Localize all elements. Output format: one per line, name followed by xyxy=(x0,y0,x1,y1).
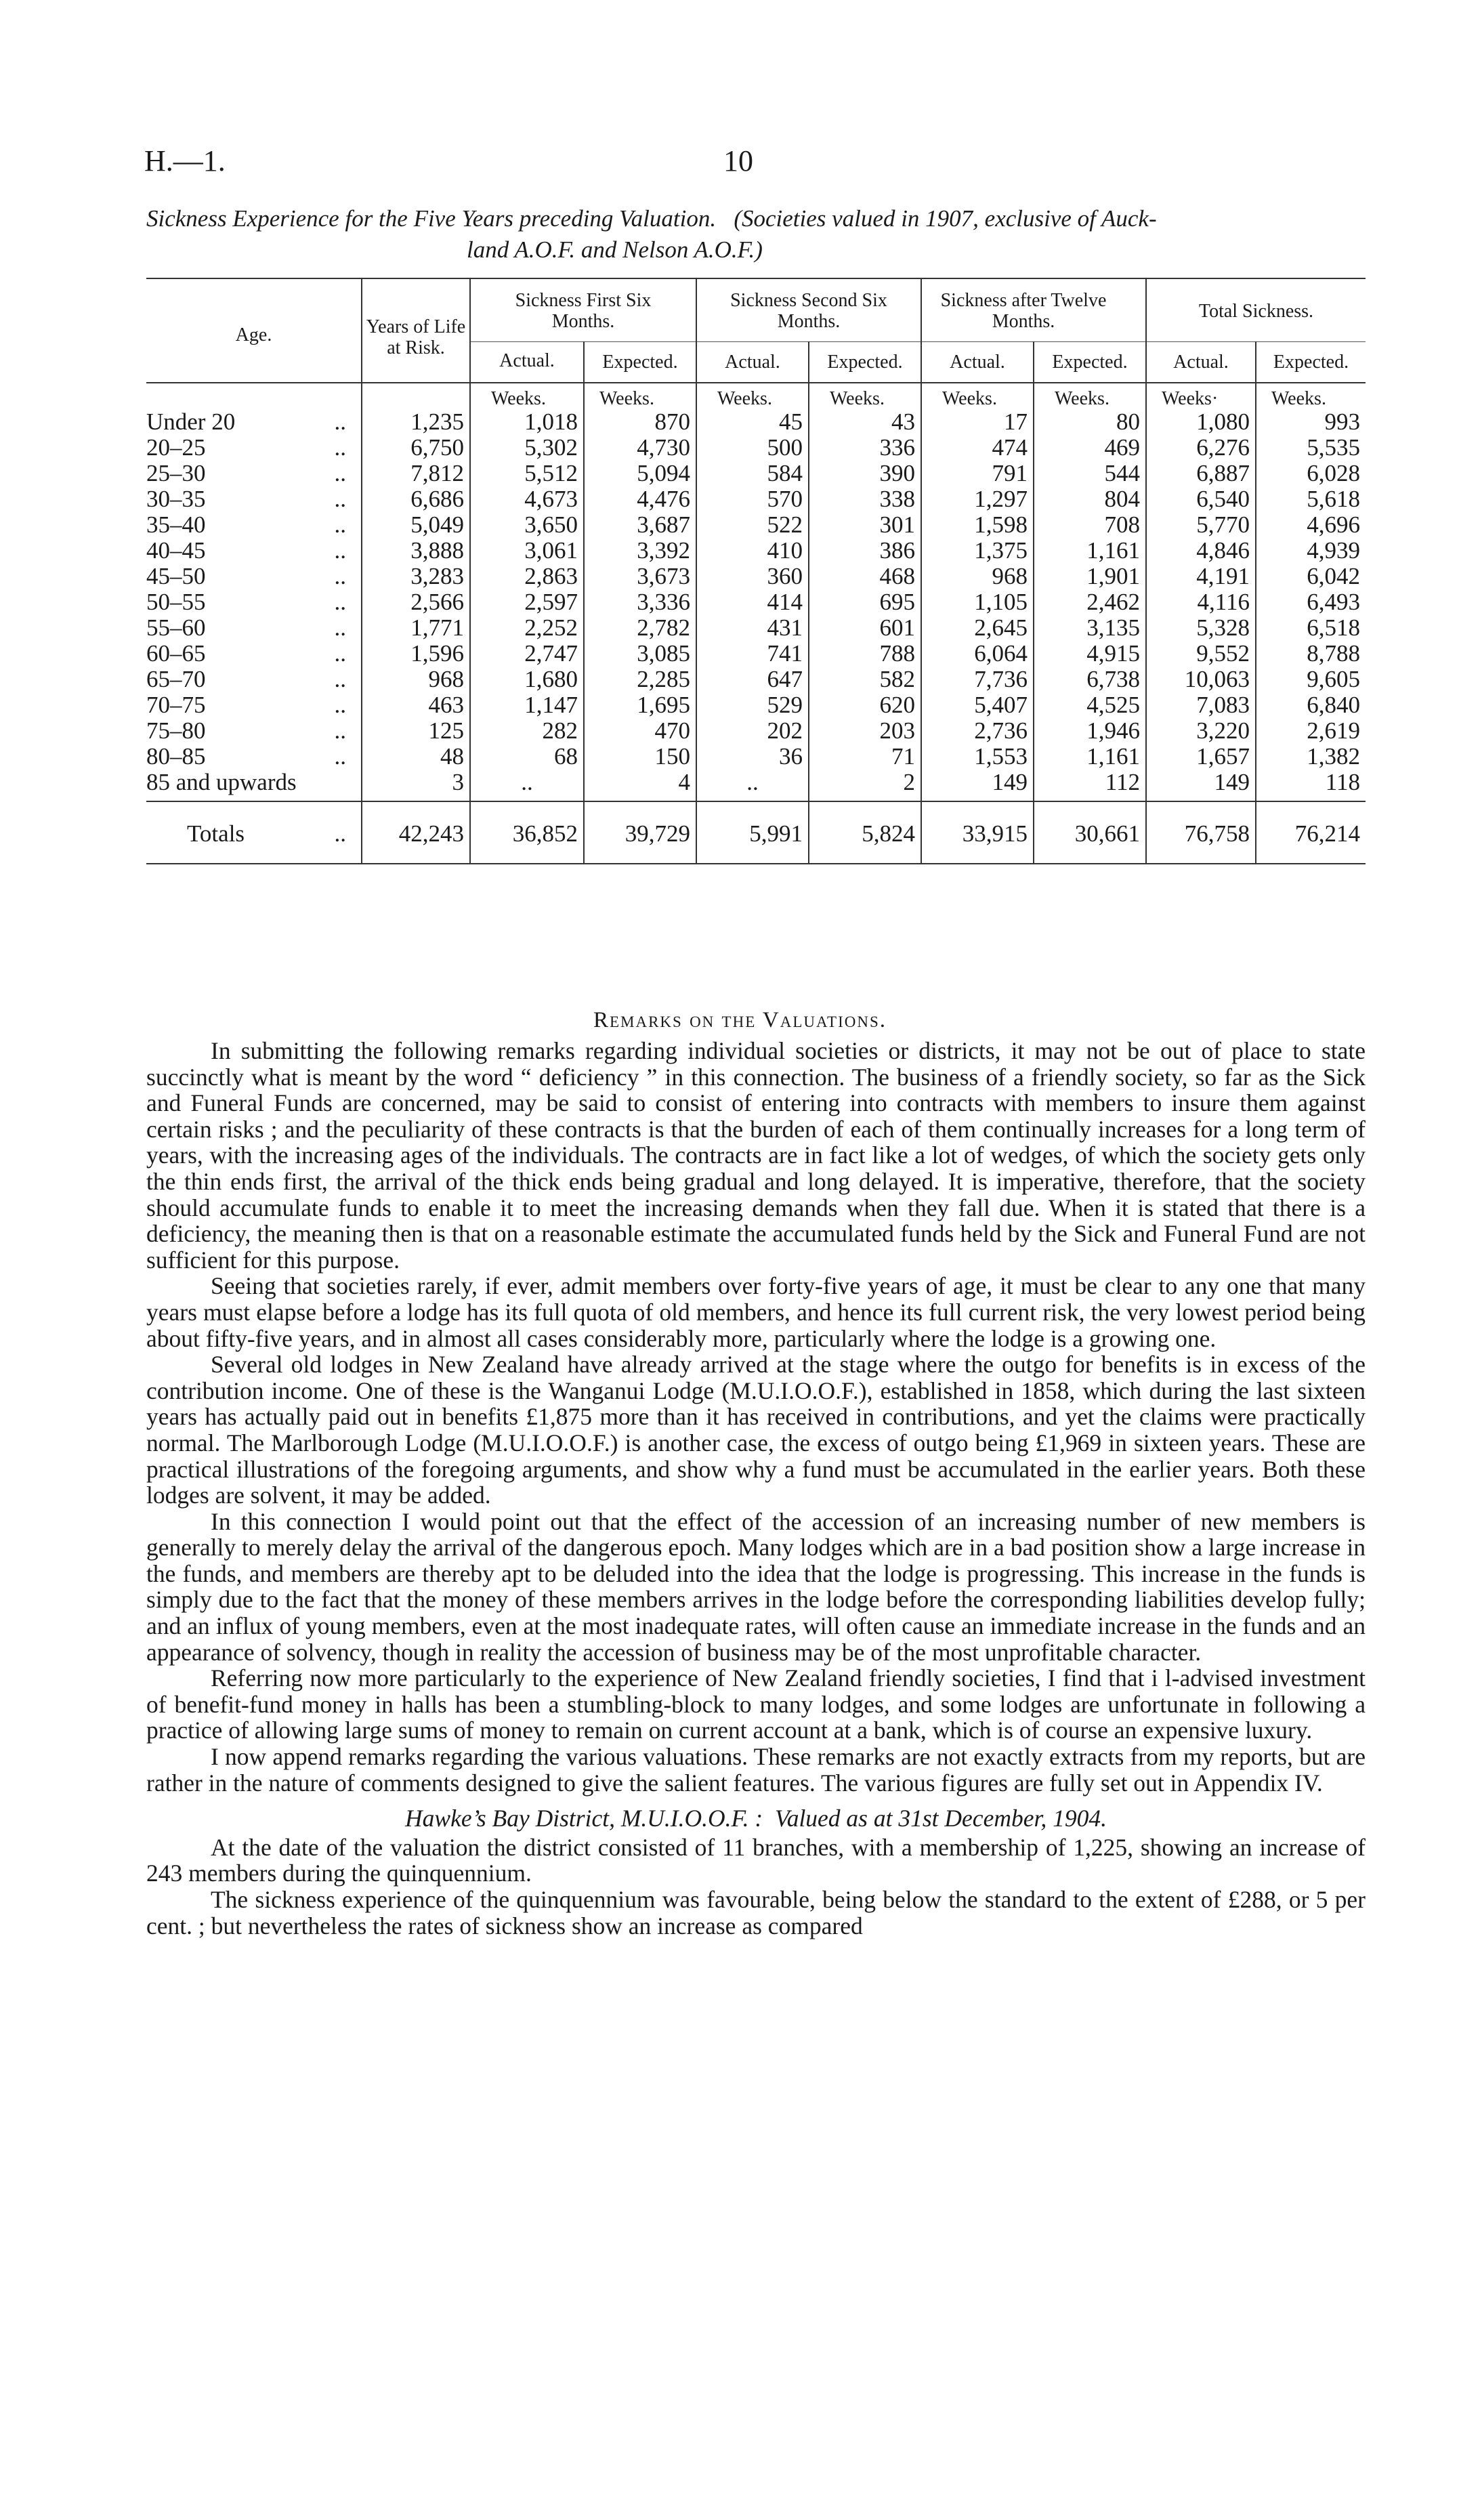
cell-twelve-expected: 1,161 xyxy=(1034,744,1146,770)
cell-first-actual: .. xyxy=(470,770,584,795)
cell-total-expected: 6,840 xyxy=(1256,692,1366,718)
table-body xyxy=(146,409,1366,795)
cell-twelve-expected: 469 xyxy=(1034,435,1146,461)
paragraph: The sickness experience of the quinquennium was favourable, being below the standard to the extent of £288, or 5 per cent. ; but nevertheless the rates of sickness show an increase as compared xyxy=(146,1886,1366,1939)
cell-first-actual: 282 xyxy=(470,718,584,744)
col-header-actual: Actual. xyxy=(921,342,1034,383)
cell-second-expected: 582 xyxy=(809,667,921,692)
unit-label: Weeks. xyxy=(921,383,1034,409)
cell-total-actual: 149 xyxy=(1146,770,1256,795)
cell-age: 25–30 .. xyxy=(146,460,346,486)
cell-twelve-actual: 5,407 xyxy=(921,692,1034,718)
cell-first-actual: 5,512 xyxy=(470,461,584,486)
cell-second-actual: 202 xyxy=(696,718,809,744)
cell-second-expected: 390 xyxy=(809,461,921,486)
col-header-second-six: Sickness Second Six Months. xyxy=(696,278,921,342)
cell-first-actual: 1,147 xyxy=(470,692,584,718)
col-header-expected: Expected. xyxy=(1034,342,1146,383)
cell-first-expected: 3,085 xyxy=(584,641,696,667)
cell-first-expected: 39,729 xyxy=(584,801,696,864)
table-row xyxy=(146,641,1366,667)
cell-first-actual: 4,673 xyxy=(470,486,584,512)
cell-age: 50–55 .. xyxy=(146,589,346,615)
table-row xyxy=(146,744,1366,770)
cell-total-expected: 6,042 xyxy=(1256,564,1366,589)
cell-first-expected: 3,392 xyxy=(584,538,696,564)
cell-years: 1,771 xyxy=(362,615,470,641)
cell-total-actual: 6,540 xyxy=(1146,486,1256,512)
cell-second-actual: 414 xyxy=(696,589,809,615)
col-header-years-at-risk: Years of Life at Risk. xyxy=(362,278,470,383)
cell-first-actual: 2,747 xyxy=(470,641,584,667)
cell-total-expected: 5,618 xyxy=(1256,486,1366,512)
paragraph: Referring now more particularly to the experience of New Zealand friendly societies, I find that i l-advised investment of benefit-fund money in halls has been a stumbling-block to many lodges, and some lodges are unfortunate in following a practice of allowing large sums of money to remain on current account at a bank, which is of course an expensive luxury. xyxy=(146,1664,1366,1744)
cell-twelve-expected: 30,661 xyxy=(1034,801,1146,864)
cell-second-expected: 468 xyxy=(809,564,921,589)
cell-twelve-actual: 1,553 xyxy=(921,744,1034,770)
cell-twelve-actual: 33,915 xyxy=(921,801,1034,864)
cell-first-actual: 1,680 xyxy=(470,667,584,692)
cell-total-expected: 993 xyxy=(1256,409,1366,435)
cell-first-expected: 4 xyxy=(584,770,696,795)
col-header-first-six: Sickness First Six Months. xyxy=(470,278,696,342)
section-heading: Remarks on the Valuations. xyxy=(593,1008,887,1032)
cell-first-actual: 2,863 xyxy=(470,564,584,589)
cell-second-actual: 45 xyxy=(696,409,809,435)
cell-twelve-actual: 1,598 xyxy=(921,512,1034,538)
table-row xyxy=(146,615,1366,641)
cell-age: 30–35 .. xyxy=(146,486,346,512)
table-caption xyxy=(146,203,1359,266)
cell-total-actual: 76,758 xyxy=(1146,801,1256,864)
cell-twelve-expected: 1,946 xyxy=(1034,718,1146,744)
cell-first-actual: 3,650 xyxy=(470,512,584,538)
table-row xyxy=(146,461,1366,486)
cell-second-expected: 620 xyxy=(809,692,921,718)
caption-title: Sickness Experience for the Five Years preceding Valuation. xyxy=(146,205,717,232)
sickness-experience-table xyxy=(146,278,1366,864)
cell-years: 6,686 xyxy=(362,486,470,512)
cell-years: 42,243 xyxy=(362,801,470,864)
cell-years: 1,596 xyxy=(362,641,470,667)
cell-second-expected: 338 xyxy=(809,486,921,512)
cell-twelve-expected: 544 xyxy=(1034,461,1146,486)
cell-total-actual: 5,328 xyxy=(1146,615,1256,641)
cell-twelve-expected: 80 xyxy=(1034,409,1146,435)
col-header-expected: Expected. xyxy=(584,342,696,383)
cell-second-expected: 203 xyxy=(809,718,921,744)
cell-second-expected: 301 xyxy=(809,512,921,538)
cell-years: 7,812 xyxy=(362,461,470,486)
cell-second-actual: 360 xyxy=(696,564,809,589)
col-header-actual: Actual. xyxy=(470,342,584,383)
cell-twelve-actual: 149 xyxy=(921,770,1034,795)
unit-label: Weeks. xyxy=(584,383,696,409)
cell-second-actual: 529 xyxy=(696,692,809,718)
paragraph: In submitting the following remarks regarding individual societies or districts, it may not be out of place to state succinctly what is meant by the word “ deficiency ” in this connection. The business of a friendly society, so far as the Sick and Funeral Funds are concerned, may be said to consist of entering into contracts with members to insure them against certain risks ; and the peculiarity of these contracts is that the burden of each of them continually increases for a long term of years, with the increasing ages of the individuals. The contracts are in fact like a lot of wedges, of which the society gets only the thin ends first, the arrival of the thick ends being gradual and long delayed. It is imperative, therefore, that the society should accumulate funds to enable it to meet the increasing demands when they fall due. When it is stated that there is a deficiency, the meaning then is that on a reasonable estimate the accumulated funds held by the Sick and Funeral Fund are not sufficient for this purpose. xyxy=(146,1037,1366,1274)
cell-first-expected: 470 xyxy=(584,718,696,744)
cell-second-actual: 584 xyxy=(696,461,809,486)
table-row xyxy=(146,589,1366,615)
cell-first-expected: 2,285 xyxy=(584,667,696,692)
cell-first-expected: 4,476 xyxy=(584,486,696,512)
cell-second-expected: 336 xyxy=(809,435,921,461)
cell-age: 80–85 .. xyxy=(146,743,346,770)
table-row xyxy=(146,486,1366,512)
caption-line-2: land A.O.F. and Nelson A.O.F.) xyxy=(467,236,763,263)
cell-total-actual: 10,063 xyxy=(1146,667,1256,692)
cell-twelve-expected: 112 xyxy=(1034,770,1146,795)
cell-first-actual: 1,018 xyxy=(470,409,584,435)
cell-twelve-expected: 3,135 xyxy=(1034,615,1146,641)
cell-twelve-expected: 1,901 xyxy=(1034,564,1146,589)
caption-note: (Societies valued in 1907, exclusive of Auck- xyxy=(734,205,1157,232)
cell-age: 75–80 .. xyxy=(146,717,346,744)
cell-twelve-actual: 1,105 xyxy=(921,589,1034,615)
totals-row xyxy=(146,801,1366,864)
cell-total-actual: 4,116 xyxy=(1146,589,1256,615)
col-header-expected: Expected. xyxy=(809,342,921,383)
cell-second-actual: 500 xyxy=(696,435,809,461)
cell-twelve-expected: 6,738 xyxy=(1034,667,1146,692)
cell-years: 2,566 xyxy=(362,589,470,615)
cell-age: 20–25 .. xyxy=(146,434,346,461)
cell-first-actual: 36,852 xyxy=(470,801,584,864)
cell-years: 3 xyxy=(362,770,470,795)
col-header-actual: Actual. xyxy=(1146,342,1256,383)
cell-twelve-actual: 968 xyxy=(921,564,1034,589)
cell-twelve-expected: 4,915 xyxy=(1034,641,1146,667)
report-reference: H.—1. xyxy=(144,144,226,177)
col-header-after-twelve: Sickness after Twelve Months. xyxy=(921,278,1146,342)
paragraph: In this connection I would point out that the effect of the accession of an increasing number of new members is generally to merely delay the arrival of the dangerous epoch. Many lodges which are in a bad position show a large increase in the funds, and members are thereby apt to be deluded into the idea that the lodge is progressing. This increase in the funds is simply due to the fact that the money of these members arrives in the lodge before the corresponding liabilities develop fully; and an influx of young members, even at the most inadequate rates, will often cause an immediate increase in the funds and an appearance of solvency, though in reality the accession of business may be of the most unprofitable character. xyxy=(146,1507,1366,1666)
cell-second-expected: 43 xyxy=(809,409,921,435)
cell-second-actual: 522 xyxy=(696,512,809,538)
cell-first-expected: 1,695 xyxy=(584,692,696,718)
cell-twelve-expected: 708 xyxy=(1034,512,1146,538)
cell-first-expected: 4,730 xyxy=(584,435,696,461)
totals-label: Totals .. xyxy=(187,820,346,847)
cell-total-actual: 7,083 xyxy=(1146,692,1256,718)
table-row xyxy=(146,718,1366,744)
cell-twelve-expected: 4,525 xyxy=(1034,692,1146,718)
col-header-total: Total Sickness. xyxy=(1146,278,1366,342)
cell-age: 65–70 .. xyxy=(146,666,346,692)
cell-age: 45–50 .. xyxy=(146,563,346,589)
cell-years: 6,750 xyxy=(362,435,470,461)
cell-total-actual: 1,080 xyxy=(1146,409,1256,435)
cell-years: 125 xyxy=(362,718,470,744)
cell-first-actual: 5,302 xyxy=(470,435,584,461)
paragraph: Seeing that societies rarely, if ever, admit members over forty-five years of age, it must be clear to any one that many years must elapse before a lodge has its full quota of old members, and hence its full current risk, the very lowest period being about fifty-five years, and in almost all cases considerably more, particularly where the lodge is a growing one. xyxy=(146,1272,1366,1352)
cell-total-expected: 8,788 xyxy=(1256,641,1366,667)
cell-total-expected: 5,535 xyxy=(1256,435,1366,461)
cell-second-actual: 570 xyxy=(696,486,809,512)
cell-age: 60–65 .. xyxy=(146,640,346,667)
cell-total-expected: 6,028 xyxy=(1256,461,1366,486)
unit-label: Weeks. xyxy=(1034,383,1146,409)
table-row xyxy=(146,512,1366,538)
cell-second-expected: 5,824 xyxy=(809,801,921,864)
cell-years: 3,888 xyxy=(362,538,470,564)
cell-twelve-actual: 17 xyxy=(921,409,1034,435)
table-row xyxy=(146,564,1366,589)
unit-label: Weeks. xyxy=(1256,383,1366,409)
cell-age: Under 20 .. xyxy=(146,408,346,435)
paragraph: At the date of the valuation the district consisted of 11 branches, with a membership of 1,225, showing an increase of 243 members during the quinquennium. xyxy=(146,1833,1366,1887)
table-row xyxy=(146,409,1366,435)
paragraph: Several old lodges in New Zealand have already arrived at the stage where the outgo for benefits is in excess of the contribution income. One of these is the Wanganui Lodge (M.U.I.O.O.F.), established in 1858, which during the last sixteen years has actually paid out in benefits £1,875 more than it has received in contributions, and yet the claims were practically normal. The Marlborough Lodge (M.U.I.O.O.F.) is another case, the excess of outgo being £1,969 in sixteen years. These are practical illustrations of the foregoing arguments, and show why a fund must be accumulated in the earlier years. Both these lodges are solvent, it may be added. xyxy=(146,1351,1366,1509)
cell-twelve-actual: 791 xyxy=(921,461,1034,486)
table-row xyxy=(146,435,1366,461)
cell-years: 463 xyxy=(362,692,470,718)
cell-second-actual: 410 xyxy=(696,538,809,564)
cell-age: 35–40 .. xyxy=(146,511,346,538)
cell-total-actual: 4,191 xyxy=(1146,564,1256,589)
cell-years: 48 xyxy=(362,744,470,770)
col-header-expected: Expected. xyxy=(1256,342,1366,383)
district-heading: Hawke’s Bay District, M.U.I.O.O.F. : Valued as at 31st December, 1904. xyxy=(405,1805,1107,1832)
cell-twelve-expected: 2,462 xyxy=(1034,589,1146,615)
cell-second-expected: 788 xyxy=(809,641,921,667)
col-header-age: Age. xyxy=(235,324,272,345)
cell-second-expected: 695 xyxy=(809,589,921,615)
cell-first-actual: 68 xyxy=(470,744,584,770)
cell-first-expected: 3,673 xyxy=(584,564,696,589)
units-row xyxy=(146,383,1366,409)
col-header-actual: Actual. xyxy=(696,342,809,383)
cell-years: 968 xyxy=(362,667,470,692)
cell-second-actual: 5,991 xyxy=(696,801,809,864)
cell-second-actual: 431 xyxy=(696,615,809,641)
cell-total-expected: 6,518 xyxy=(1256,615,1366,641)
cell-total-expected: 4,696 xyxy=(1256,512,1366,538)
cell-total-expected: 1,382 xyxy=(1256,744,1366,770)
cell-years: 1,235 xyxy=(362,409,470,435)
cell-total-expected: 2,619 xyxy=(1256,718,1366,744)
cell-first-expected: 870 xyxy=(584,409,696,435)
cell-total-actual: 4,846 xyxy=(1146,538,1256,564)
cell-age: 55–60 .. xyxy=(146,614,346,641)
cell-total-actual: 5,770 xyxy=(1146,512,1256,538)
cell-twelve-actual: 6,064 xyxy=(921,641,1034,667)
cell-total-expected: 6,493 xyxy=(1256,589,1366,615)
cell-first-expected: 3,687 xyxy=(584,512,696,538)
cell-age: 40–45 .. xyxy=(146,537,346,564)
cell-second-expected: 71 xyxy=(809,744,921,770)
unit-label: Weeks. xyxy=(809,383,921,409)
cell-total-actual: 1,657 xyxy=(1146,744,1256,770)
cell-twelve-actual: 1,375 xyxy=(921,538,1034,564)
cell-total-actual: 9,552 xyxy=(1146,641,1256,667)
cell-total-expected: 76,214 xyxy=(1256,801,1366,864)
cell-twelve-actual: 2,736 xyxy=(921,718,1034,744)
cell-first-actual: 3,061 xyxy=(470,538,584,564)
cell-first-expected: 150 xyxy=(584,744,696,770)
cell-twelve-actual: 1,297 xyxy=(921,486,1034,512)
cell-total-actual: 3,220 xyxy=(1146,718,1256,744)
cell-years: 3,283 xyxy=(362,564,470,589)
cell-first-expected: 3,336 xyxy=(584,589,696,615)
cell-second-actual: 741 xyxy=(696,641,809,667)
cell-total-actual: 6,887 xyxy=(1146,461,1256,486)
cell-age: 70–75 .. xyxy=(146,692,346,718)
table-row xyxy=(146,667,1366,692)
cell-total-actual: 6,276 xyxy=(1146,435,1256,461)
cell-second-actual: 36 xyxy=(696,744,809,770)
paragraph: I now append remarks regarding the various valuations. These remarks are not exactly extracts from my reports, but are rather in the nature of comments designed to give the salient features. The various figures are fully set out in Appendix IV. xyxy=(146,1743,1366,1797)
cell-total-expected: 118 xyxy=(1256,770,1366,795)
cell-years: 5,049 xyxy=(362,512,470,538)
table-row xyxy=(146,770,1366,795)
unit-label: Weeks. xyxy=(696,383,809,409)
cell-first-expected: 5,094 xyxy=(584,461,696,486)
unit-label: Weeks· xyxy=(1146,383,1256,409)
cell-twelve-actual: 7,736 xyxy=(921,667,1034,692)
cell-second-expected: 601 xyxy=(809,615,921,641)
unit-label: Weeks. xyxy=(470,383,584,409)
cell-age: 85 and upwards xyxy=(146,769,297,795)
body-text xyxy=(146,1038,1366,1939)
page-number: 10 xyxy=(723,144,753,177)
cell-twelve-actual: 474 xyxy=(921,435,1034,461)
cell-second-actual: .. xyxy=(696,770,809,795)
cell-second-expected: 2 xyxy=(809,770,921,795)
cell-total-expected: 4,939 xyxy=(1256,538,1366,564)
cell-twelve-expected: 1,161 xyxy=(1034,538,1146,564)
cell-first-expected: 2,782 xyxy=(584,615,696,641)
cell-first-actual: 2,252 xyxy=(470,615,584,641)
cell-twelve-expected: 804 xyxy=(1034,486,1146,512)
table-row xyxy=(146,692,1366,718)
cell-total-expected: 9,605 xyxy=(1256,667,1366,692)
cell-second-expected: 386 xyxy=(809,538,921,564)
table-row xyxy=(146,538,1366,564)
cell-second-actual: 647 xyxy=(696,667,809,692)
cell-twelve-actual: 2,645 xyxy=(921,615,1034,641)
cell-first-actual: 2,597 xyxy=(470,589,584,615)
